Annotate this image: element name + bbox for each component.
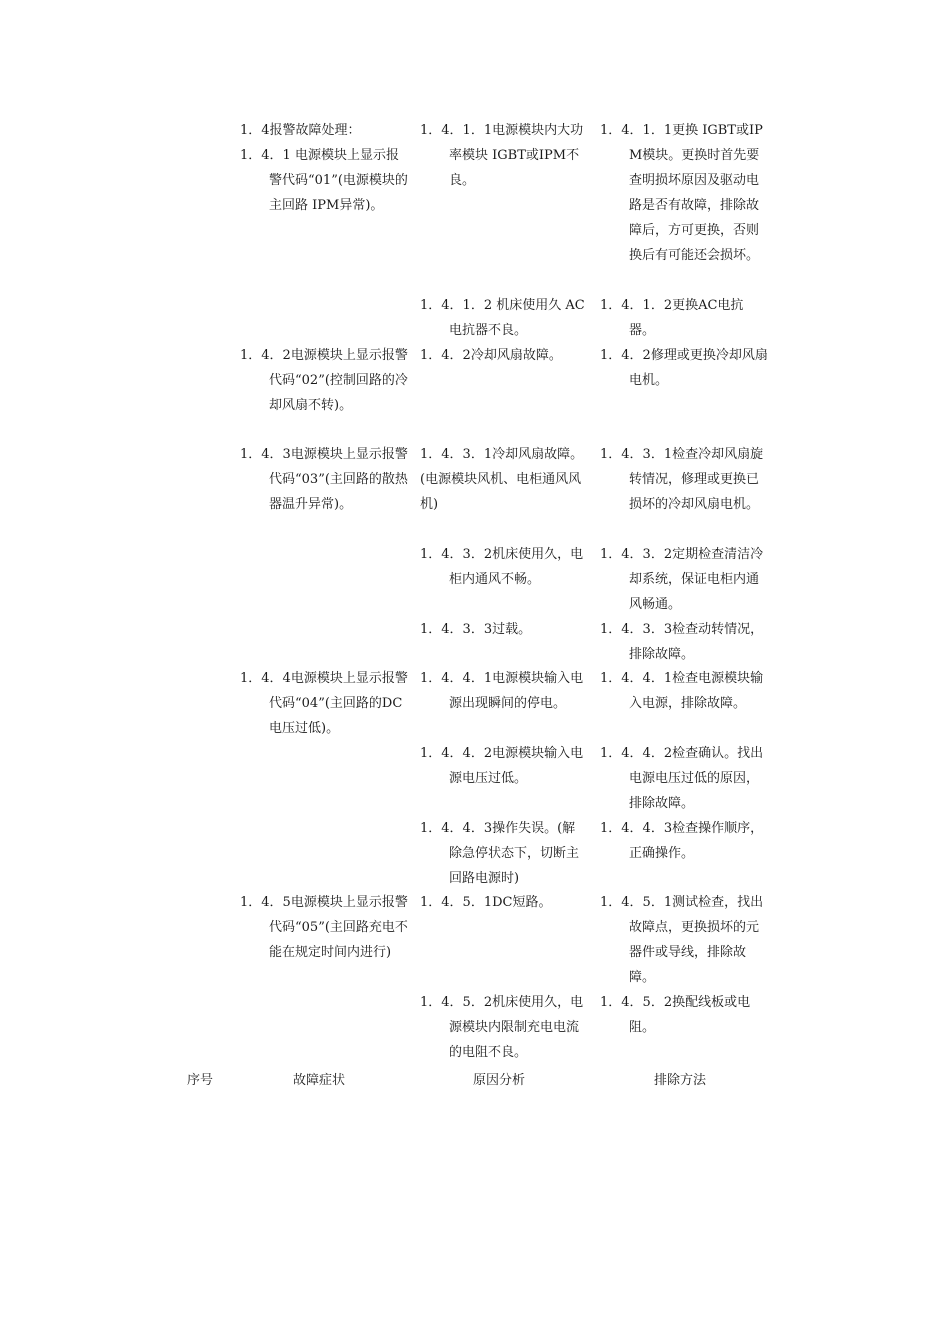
remedy-cell — [600, 890, 768, 990]
cause-note: (电源模块风机、电柜通风风机) — [420, 472, 582, 512]
remedy-cell — [600, 542, 768, 617]
remedy-cell — [600, 666, 768, 716]
cause-cell — [420, 666, 588, 716]
remedy-text: 1．4．5．2换配线板或电阻。 — [600, 995, 751, 1035]
remedy-cell — [600, 617, 768, 667]
symptom-cell — [240, 343, 408, 418]
cause-text: 1．4．3．3过载。 — [420, 622, 532, 637]
symptom-cell — [240, 890, 408, 965]
remedy-text: 1．4．1．2更换AC电抗器。 — [600, 298, 744, 338]
cause-text: 1．4．4．2电源模块输入电源电压过低。 — [420, 746, 584, 786]
cause-cell — [420, 542, 588, 592]
remedy-cell — [600, 816, 768, 866]
remedy-text: 1．4．4．3检查操作顺序，正确操作。 — [600, 821, 764, 861]
remedy-text: 1．4．4．1检查电源模块输入电源，排除故障。 — [600, 671, 764, 711]
symptom-text: 1．4．1 电源模块上显示报警代码“01”(电源模块的主回路 IPM异常)。 — [240, 148, 408, 213]
cause-text: 1．4．2冷却风扇故障。 — [420, 348, 562, 363]
symptom-cell — [240, 666, 408, 741]
cause-text: 1．4．5．1DC短路。 — [420, 895, 552, 910]
cause-cell — [420, 990, 588, 1065]
cause-cell — [420, 741, 588, 791]
remedy-text: 1．4．4．2检查确认。找出电源电压过低的原因，排除故障。 — [600, 746, 764, 811]
cause-text: 1．4．3．2机床使用久，电柜内通风不畅。 — [420, 547, 584, 587]
symptom-text: 1．4．2电源模块上显示报警代码“02”(控制回路的冷却风扇不转)。 — [240, 348, 408, 413]
cause-cell — [420, 617, 588, 642]
remedy-cell — [600, 118, 768, 268]
remedy-text: 1．4．3．2定期检查清洁冷却系统，保证电柜内通风畅通。 — [600, 547, 764, 612]
section-heading: 1．4报警故障处理： — [240, 123, 361, 138]
cause-cell — [420, 118, 588, 193]
remedy-text: 1．4．5．1测试检查，找出故障点，更换损坏的元器件或导线，排除故障。 — [600, 895, 764, 985]
remedy-cell — [600, 343, 768, 393]
remedy-text: 1．4．2修理或更换冷却风扇电机。 — [600, 348, 768, 388]
header-cause: 原因分析 — [473, 1073, 526, 1088]
remedy-text: 1．4．3．1检查冷却风扇旋转情况，修理或更换已损坏的冷却风扇电机。 — [600, 447, 764, 512]
symptom-text: 1．4．4电源模块上显示报警代码“04”(主回路的DC电压过低)。 — [240, 671, 408, 736]
symptom-text: 1．4．5电源模块上显示报警代码“05”(主回路充电不能在规定时间内进行) — [240, 895, 408, 960]
cause-cell — [420, 442, 588, 517]
cause-cell — [420, 890, 588, 915]
header-no: 序号 — [187, 1073, 214, 1088]
symptom-text: 1．4．3电源模块上显示报警代码“03”(主回路的散热器温升异常)。 — [240, 447, 408, 512]
remedy-text: 1．4．3．3检查动转情况，排除故障。 — [600, 622, 764, 662]
cause-text: 1．4．4．3操作失误。(解除急停状态下，切断主回路电源时) — [420, 821, 580, 886]
header-remedy: 排除方法 — [654, 1073, 707, 1088]
remedy-cell — [600, 442, 768, 517]
remedy-cell — [600, 741, 768, 816]
cause-text: 1．4．4．1电源模块输入电源出现瞬间的停电。 — [420, 671, 584, 711]
cause-text: 1．4．5．2机床使用久，电源模块内限制充电电流的电阻不良。 — [420, 995, 584, 1060]
remedy-cell — [600, 990, 768, 1040]
cause-text: 1．4．1．1电源模块内大功率模块 IGBT或IPM不良。 — [420, 123, 584, 188]
cause-text: 1．4．1．2 机床使用久 AC电抗器不良。 — [420, 298, 585, 338]
cause-cell — [420, 816, 588, 891]
cause-text: 1．4．3．1冷却风扇故障。 — [420, 447, 584, 462]
symptom-cell — [240, 118, 408, 218]
remedy-text: 1．4．1．1更换 IGBT或IPM模块。更换时首先要查明损坏原因及驱动电路是否有故障，排除故障后，方可更换，否则换后有可能还会损坏。 — [600, 123, 763, 263]
remedy-cell — [600, 293, 768, 343]
cause-cell — [420, 293, 588, 343]
symptom-cell — [240, 442, 408, 517]
header-symptom: 故障症状 — [293, 1073, 346, 1088]
cause-cell — [420, 343, 588, 368]
